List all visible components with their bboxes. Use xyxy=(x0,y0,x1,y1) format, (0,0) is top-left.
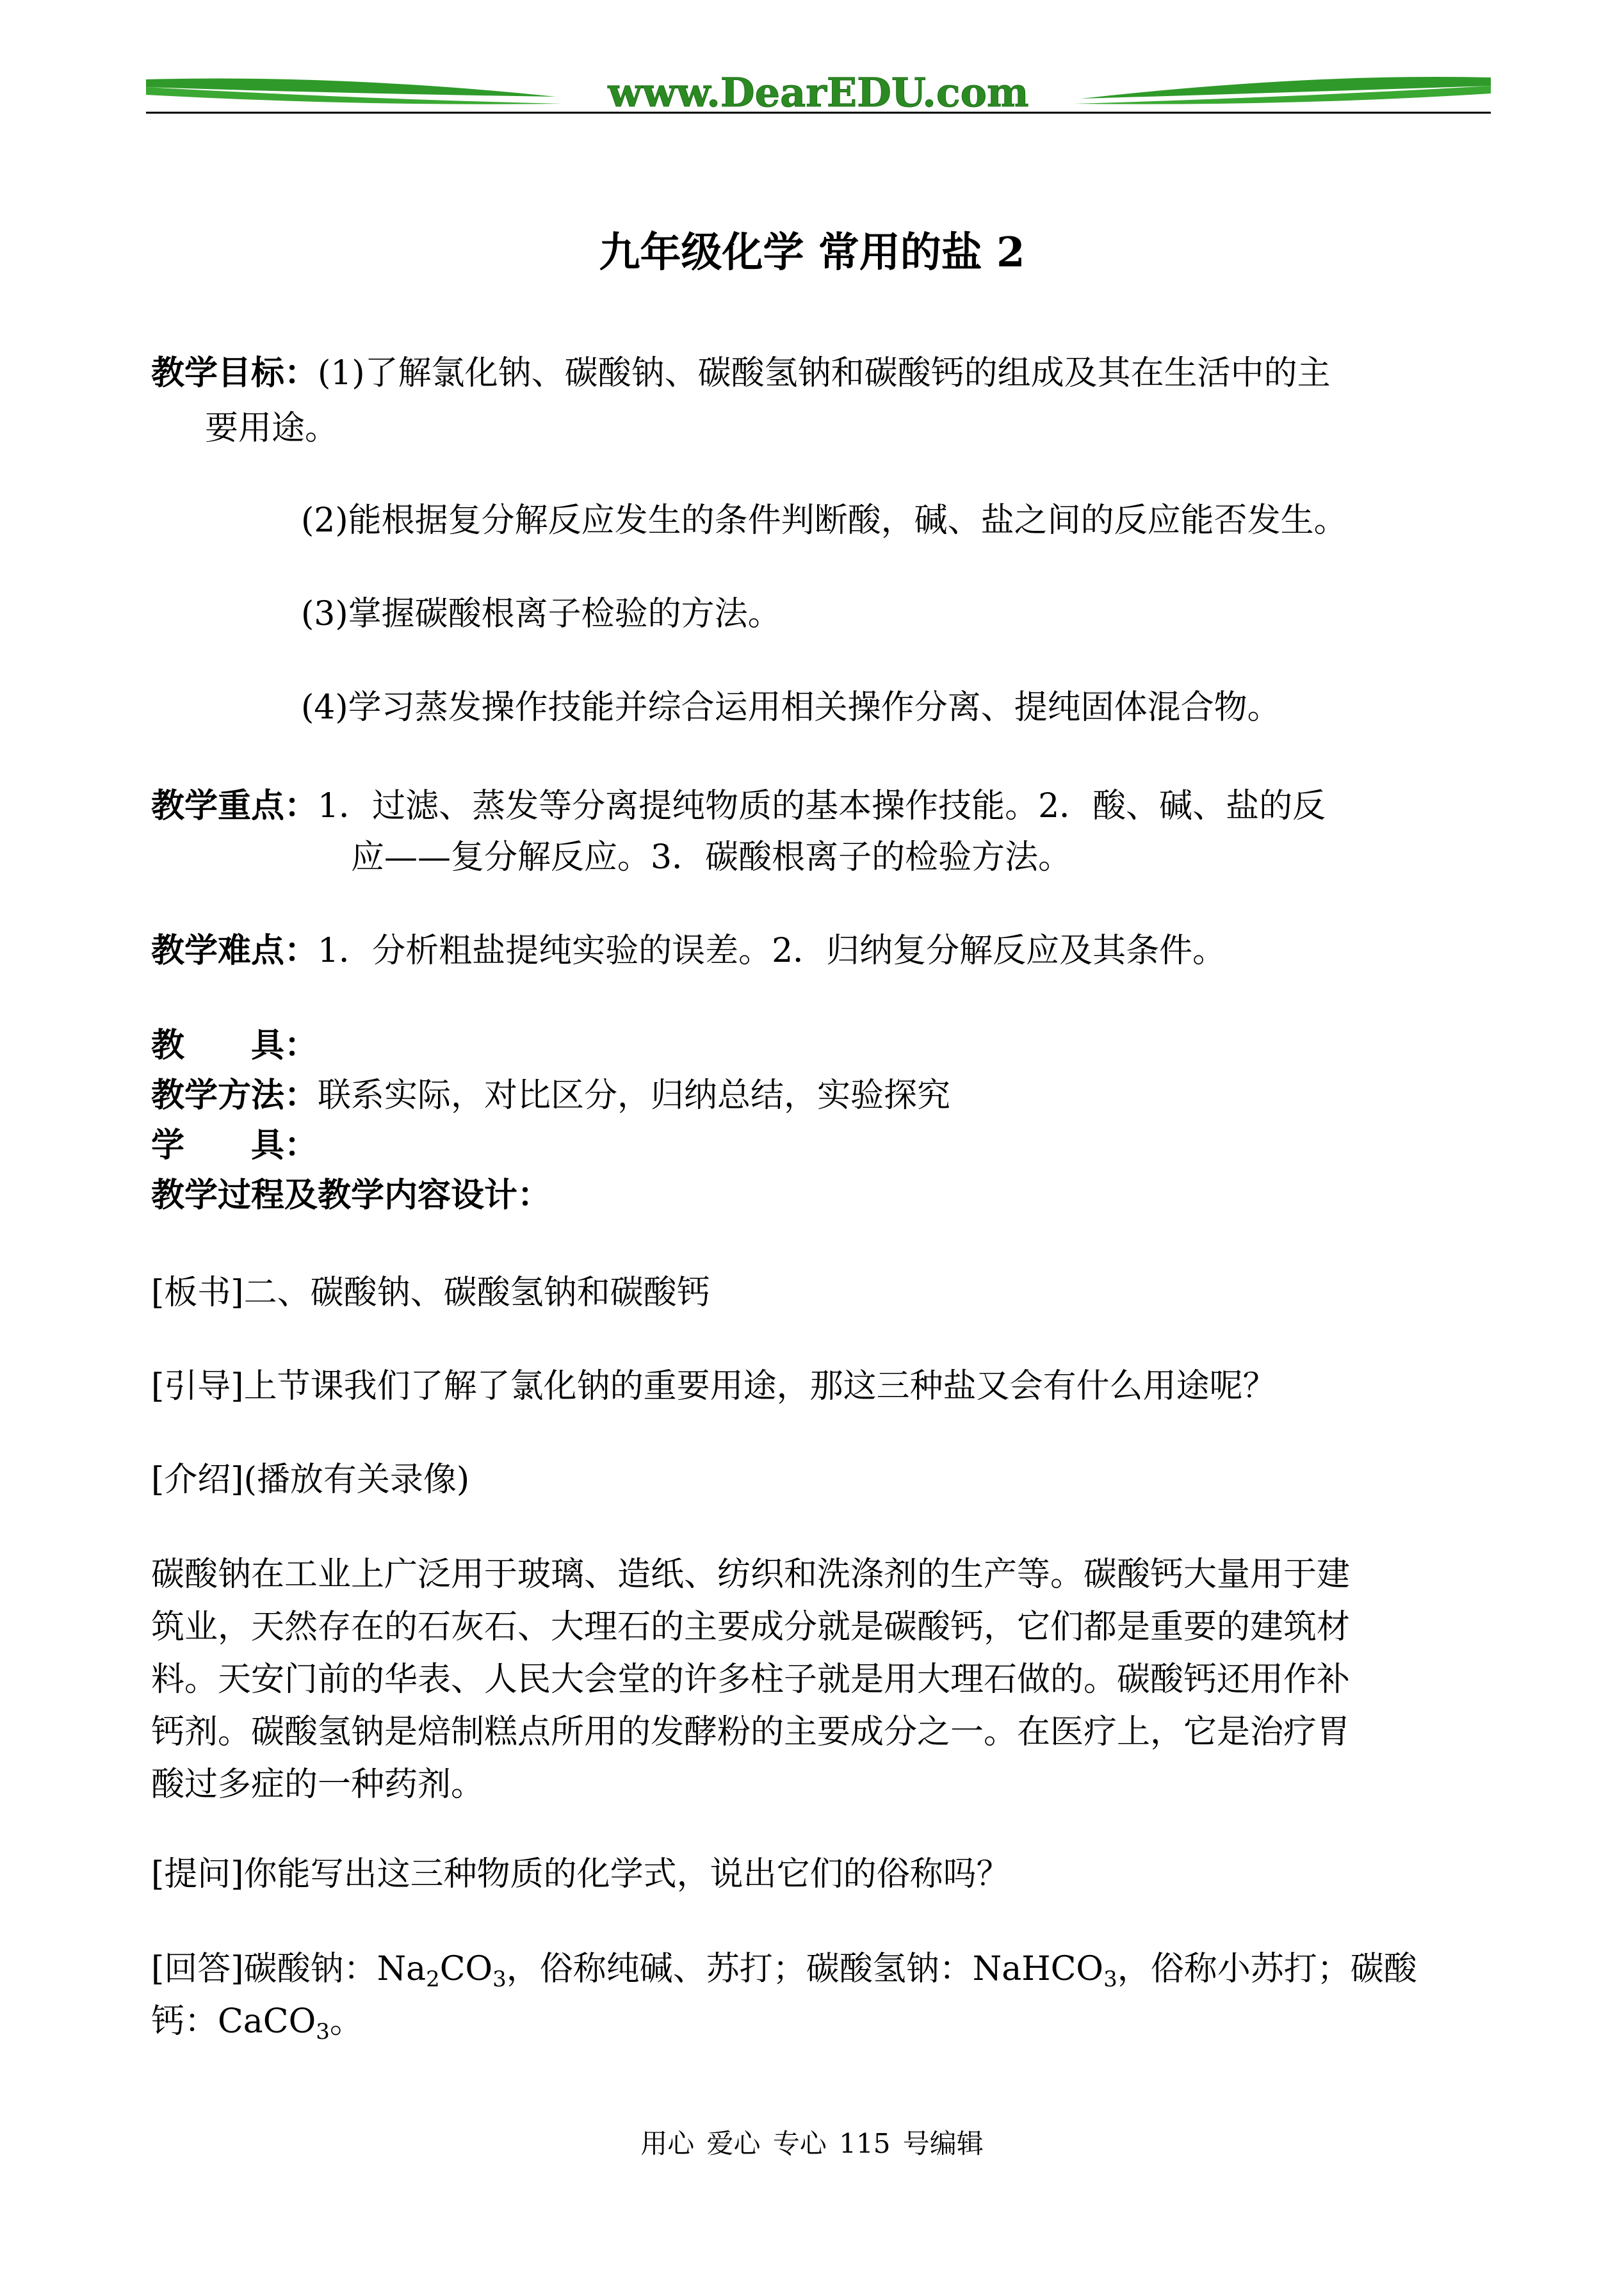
key-points-label: 教学重点： xyxy=(151,786,318,825)
learning-tools-line xyxy=(151,1123,318,1168)
objective-2: (2)能根据复分解反应发生的条件判断酸，碱、盐之间的反应能否发生。 xyxy=(301,501,1347,540)
subscript: 2 xyxy=(426,1967,440,1992)
teaching-tools-line xyxy=(151,1023,318,1068)
paragraph-line-3: 料。天安门前的华表、人民大会堂的许多柱子就是用大理石做的。碳酸钙还用作补 xyxy=(151,1660,1351,1699)
subscript: 3 xyxy=(492,1967,507,1992)
difficulties-text: 1．分析粗盐提纯实验的误差。2．归纳复分解反应及其条件。 xyxy=(318,932,1226,970)
objective-1-text: (1)了解氯化钠、碳酸钠、碳酸氢钠和碳酸钙的组成及其在生活中的主 xyxy=(318,354,1331,393)
answer-text-b1: 钙：CaCO xyxy=(151,2002,316,2041)
site-banner xyxy=(146,61,1491,132)
answer-line-1 xyxy=(151,1947,1417,2002)
methods-line xyxy=(151,1073,950,1118)
answer-text-a4: ，俗称小苏打；碳酸 xyxy=(1117,1950,1417,1988)
site-url-text: www.DearEDU.com xyxy=(608,69,1029,116)
objective-4: (4)学习蒸发操作技能并综合运用相关操作分离、提纯固体混合物。 xyxy=(301,688,1281,727)
guide-note: [引导]上节课我们了解了氯化钠的重要用途，那这三种盐又会有什么用途呢？ xyxy=(151,1367,1276,1406)
objective-1-continued: 要用途。 xyxy=(205,409,339,448)
intro-note: [介绍](播放有关录像) xyxy=(151,1461,470,1499)
teaching-tools-label: 教 具： xyxy=(151,1026,318,1065)
answer-text-a3: ，俗称纯碱、苏打；碳酸氢钠：NaHCO xyxy=(506,1950,1104,1988)
answer-line-2 xyxy=(151,1999,363,2054)
methods-text: 联系实际，对比区分，归纳总结，实验探究 xyxy=(318,1076,951,1115)
subscript: 3 xyxy=(1103,1967,1117,1992)
blackboard-note: [板书]二、碳酸钠、碳酸氢钠和碳酸钙 xyxy=(151,1274,710,1312)
answer-text-a1: [回答]碳酸钠：Na xyxy=(151,1950,426,1988)
document-title: 九年级化学 常用的盐 2 xyxy=(599,229,1025,277)
key-points-text-1: 1．过滤、蒸发等分离提纯物质的基本操作技能。2．酸、碱、盐的反 xyxy=(318,787,1326,825)
objective-3: (3)掌握碳酸根离子检验的方法。 xyxy=(301,595,781,633)
answer-text-b2: 。 xyxy=(329,2002,363,2041)
paragraph-line-5: 酸过多症的一种药剂。 xyxy=(151,1765,485,1804)
paragraph-line-1: 碳酸钠在工业上广泛用于玻璃、造纸、纺织和洗涤剂的生产等。碳酸钙大量用于建 xyxy=(151,1555,1351,1594)
difficulties-label: 教学难点： xyxy=(151,931,318,970)
objectives-line-1 xyxy=(151,351,1331,396)
key-points-line-2: 应——复分解反应。3．碳酸根离子的检验方法。 xyxy=(351,838,1072,877)
methods-label: 教学方法： xyxy=(151,1076,318,1115)
objectives-label: 教学目标： xyxy=(151,353,318,393)
subscript: 3 xyxy=(316,2019,330,2045)
answer-text-a2: CO xyxy=(439,1950,493,1988)
key-points-line-1 xyxy=(151,784,1326,829)
process-heading: 教学过程及教学内容设计： xyxy=(151,1176,551,1215)
banner-swoosh-graphic xyxy=(146,61,1491,132)
question-note: [提问]你能写出这三种物质的化学式，说出它们的俗称吗？ xyxy=(151,1855,1010,1894)
learning-tools-label: 学 具： xyxy=(151,1126,318,1165)
difficulties-line xyxy=(151,929,1226,973)
paragraph-line-4: 钙剂。碳酸氢钠是焙制糕点所用的发酵粉的主要成分之一。在医疗上，它是治疗胃 xyxy=(151,1713,1351,1751)
paragraph-line-2: 筑业，天然存在的石灰石、大理石的主要成分就是碳酸钙，它们都是重要的建筑材 xyxy=(151,1608,1351,1646)
page-footer: 用心 爱心 专心 115 号编辑 xyxy=(640,2128,984,2159)
